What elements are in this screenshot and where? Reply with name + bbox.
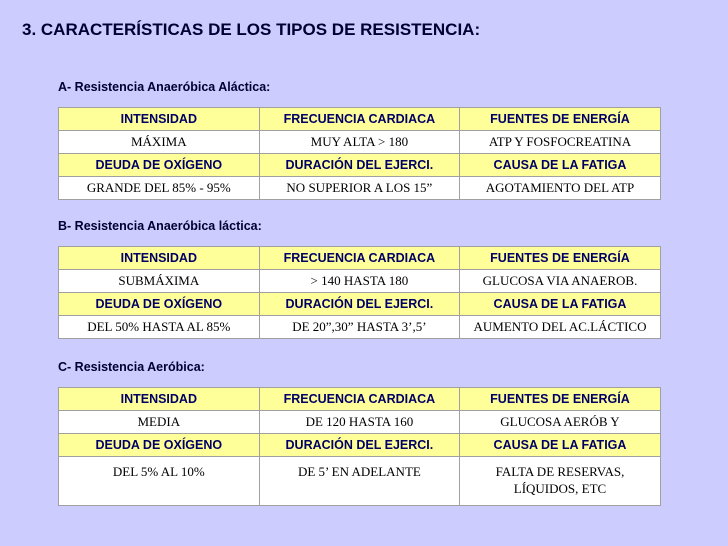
table-row: [59, 388, 661, 411]
table-row: [59, 108, 661, 131]
header-cell-intensidad: INTENSIDAD: [59, 247, 260, 270]
section-c-label: C- Resistencia Aeróbica:: [58, 360, 205, 374]
table-row: [59, 316, 661, 339]
header-cell-fuentes: FUENTES DE ENERGÍA: [460, 108, 661, 131]
page-title: 3. CARACTERÍSTICAS DE LOS TIPOS DE RESISTENCIA:: [22, 20, 481, 39]
value-cell: DE 120 HASTA 160: [259, 411, 460, 434]
table-row: [59, 411, 661, 434]
value-cell: MÁXIMA: [59, 131, 260, 154]
section-b-label: B- Resistencia Anaeróbica láctica:: [58, 219, 262, 233]
table-row: [59, 131, 661, 154]
value-cell: DE 20”,30” HASTA 3’,5’: [259, 316, 460, 339]
value-cell: AGOTAMIENTO DEL ATP: [460, 177, 661, 200]
header-cell-frecuencia: FRECUENCIA CARDIACA: [259, 247, 460, 270]
header-cell-deuda: DEUDA DE OXÍGENO: [59, 434, 260, 457]
value-cell: MUY ALTA > 180: [259, 131, 460, 154]
header-cell-deuda: DEUDA DE OXÍGENO: [59, 154, 260, 177]
value-cell: GLUCOSA AERÓB Y: [460, 411, 661, 434]
table-row: [59, 247, 661, 270]
value-cell: MEDIA: [59, 411, 260, 434]
header-cell-fuentes: FUENTES DE ENERGÍA: [460, 247, 661, 270]
header-cell-duracion: DURACIÓN DEL EJERCI.: [259, 434, 460, 457]
value-cell: GRANDE DEL 85% - 95%: [59, 177, 260, 200]
value-cell: DE 5’ EN ADELANTE: [259, 457, 460, 506]
section-a-label: A- Resistencia Anaeróbica Aláctica:: [58, 80, 271, 94]
value-cell: GLUCOSA VIA ANAEROB.: [460, 270, 661, 293]
table-row: [59, 177, 661, 200]
header-cell-frecuencia: FRECUENCIA CARDIACA: [259, 108, 460, 131]
value-cell: AUMENTO DEL AC.LÁCTICO: [460, 316, 661, 339]
value-cell: > 140 HASTA 180: [259, 270, 460, 293]
table-row: [59, 154, 661, 177]
header-cell-duracion: DURACIÓN DEL EJERCI.: [259, 293, 460, 316]
value-cell: FALTA DE RESERVAS, LÍQUIDOS, ETC: [460, 457, 661, 506]
header-cell-intensidad: INTENSIDAD: [59, 388, 260, 411]
header-cell-duracion: DURACIÓN DEL EJERCI.: [259, 154, 460, 177]
header-cell-deuda: DEUDA DE OXÍGENO: [59, 293, 260, 316]
section-c-table: [58, 387, 661, 506]
table-row: [59, 270, 661, 293]
value-cell: ATP Y FOSFOCREATINA: [460, 131, 661, 154]
header-cell-causa: CAUSA DE LA FATIGA: [460, 434, 661, 457]
value-cell: DEL 50% HASTA AL 85%: [59, 316, 260, 339]
header-cell-fuentes: FUENTES DE ENERGÍA: [460, 388, 661, 411]
header-cell-causa: CAUSA DE LA FATIGA: [460, 293, 661, 316]
value-cell: DEL 5% AL 10%: [59, 457, 260, 506]
table-row: [59, 457, 661, 506]
section-a-table: [58, 107, 661, 200]
table-row: [59, 293, 661, 316]
value-cell: NO SUPERIOR A LOS 15”: [259, 177, 460, 200]
section-b-table: [58, 246, 661, 339]
header-cell-frecuencia: FRECUENCIA CARDIACA: [259, 388, 460, 411]
value-cell: SUBMÁXIMA: [59, 270, 260, 293]
table-row: [59, 434, 661, 457]
header-cell-intensidad: INTENSIDAD: [59, 108, 260, 131]
header-cell-causa: CAUSA DE LA FATIGA: [460, 154, 661, 177]
